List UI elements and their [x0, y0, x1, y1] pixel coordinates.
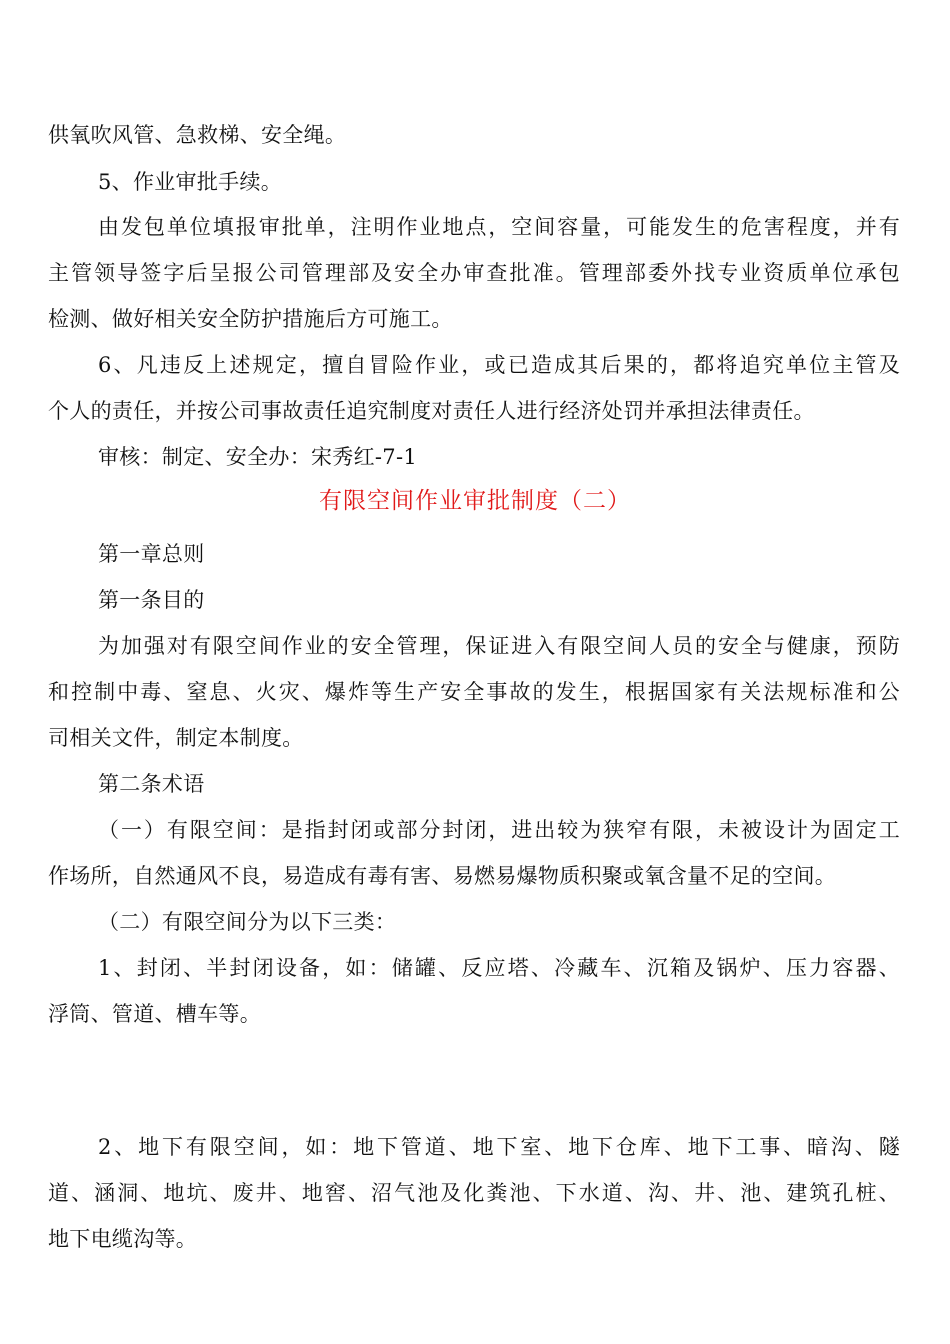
paragraph-line: 由发包单位填报审批单，注明作业地点，空间容量，可能发生的危害程度，并有 [98, 215, 900, 239]
paragraph-line: 地下电缆沟等。 [48, 1227, 198, 1251]
paragraph-line: 浮筒、管道、槽车等。 [48, 1002, 261, 1026]
paragraph-line: （二）有限空间分为以下三类： [98, 910, 397, 934]
approval-line: 审核：制定、安全办：宋秀红-7-1 [98, 445, 418, 469]
paragraph-line: 司相关文件，制定本制度。 [48, 726, 304, 750]
item-heading: 5、作业审批手续。 [98, 170, 283, 194]
paragraph-line: 6、凡违反上述规定，擅自冒险作业，或已造成其后果的，都将追究单位主管及 [98, 353, 900, 377]
paragraph-line: 作场所，自然通风不良，易造成有毒有害、易燃易爆物质积聚或氧含量不足的空间。 [48, 864, 837, 888]
chapter-heading: 第一章总则 [98, 542, 205, 566]
paragraph-line: 2、地下有限空间，如：地下管道、地下室、地下仓库、地下工事、暗沟、隧 [98, 1135, 900, 1159]
paragraph-line: 供氧吹风管、急救梯、安全绳。 [48, 123, 347, 147]
paragraph-line: 1、封闭、半封闭设备，如：储罐、反应塔、冷藏车、沉箱及锅炉、压力容器、 [98, 956, 900, 980]
paragraph-line: 主管领导签字后呈报公司管理部及安全办审查批准。管理部委外找专业资质单位承包 [48, 261, 900, 285]
section-title: 有限空间作业审批制度（二） [319, 488, 631, 514]
paragraph-line: 检测、做好相关安全防护措施后方可施工。 [48, 307, 453, 331]
paragraph-line: 为加强对有限空间作业的安全管理，保证进入有限空间人员的安全与健康，预防 [98, 634, 900, 658]
paragraph-line: 个人的责任，并按公司事故责任追究制度对责任人进行经济处罚并承担法律责任。 [48, 399, 815, 423]
article-heading: 第一条目的 [98, 588, 205, 612]
paragraph-line: 道、涵洞、地坑、废井、地窖、沼气池及化粪池、下水道、沟、井、池、建筑孔桩、 [48, 1181, 900, 1205]
paragraph-line: 和控制中毒、窒息、火灾、爆炸等生产安全事故的发生，根据国家有关法规标准和公 [48, 680, 900, 704]
article-heading: 第二条术语 [98, 772, 205, 796]
paragraph-line: （一）有限空间：是指封闭或部分封闭，进出较为狭窄有限，未被设计为固定工 [98, 818, 900, 842]
